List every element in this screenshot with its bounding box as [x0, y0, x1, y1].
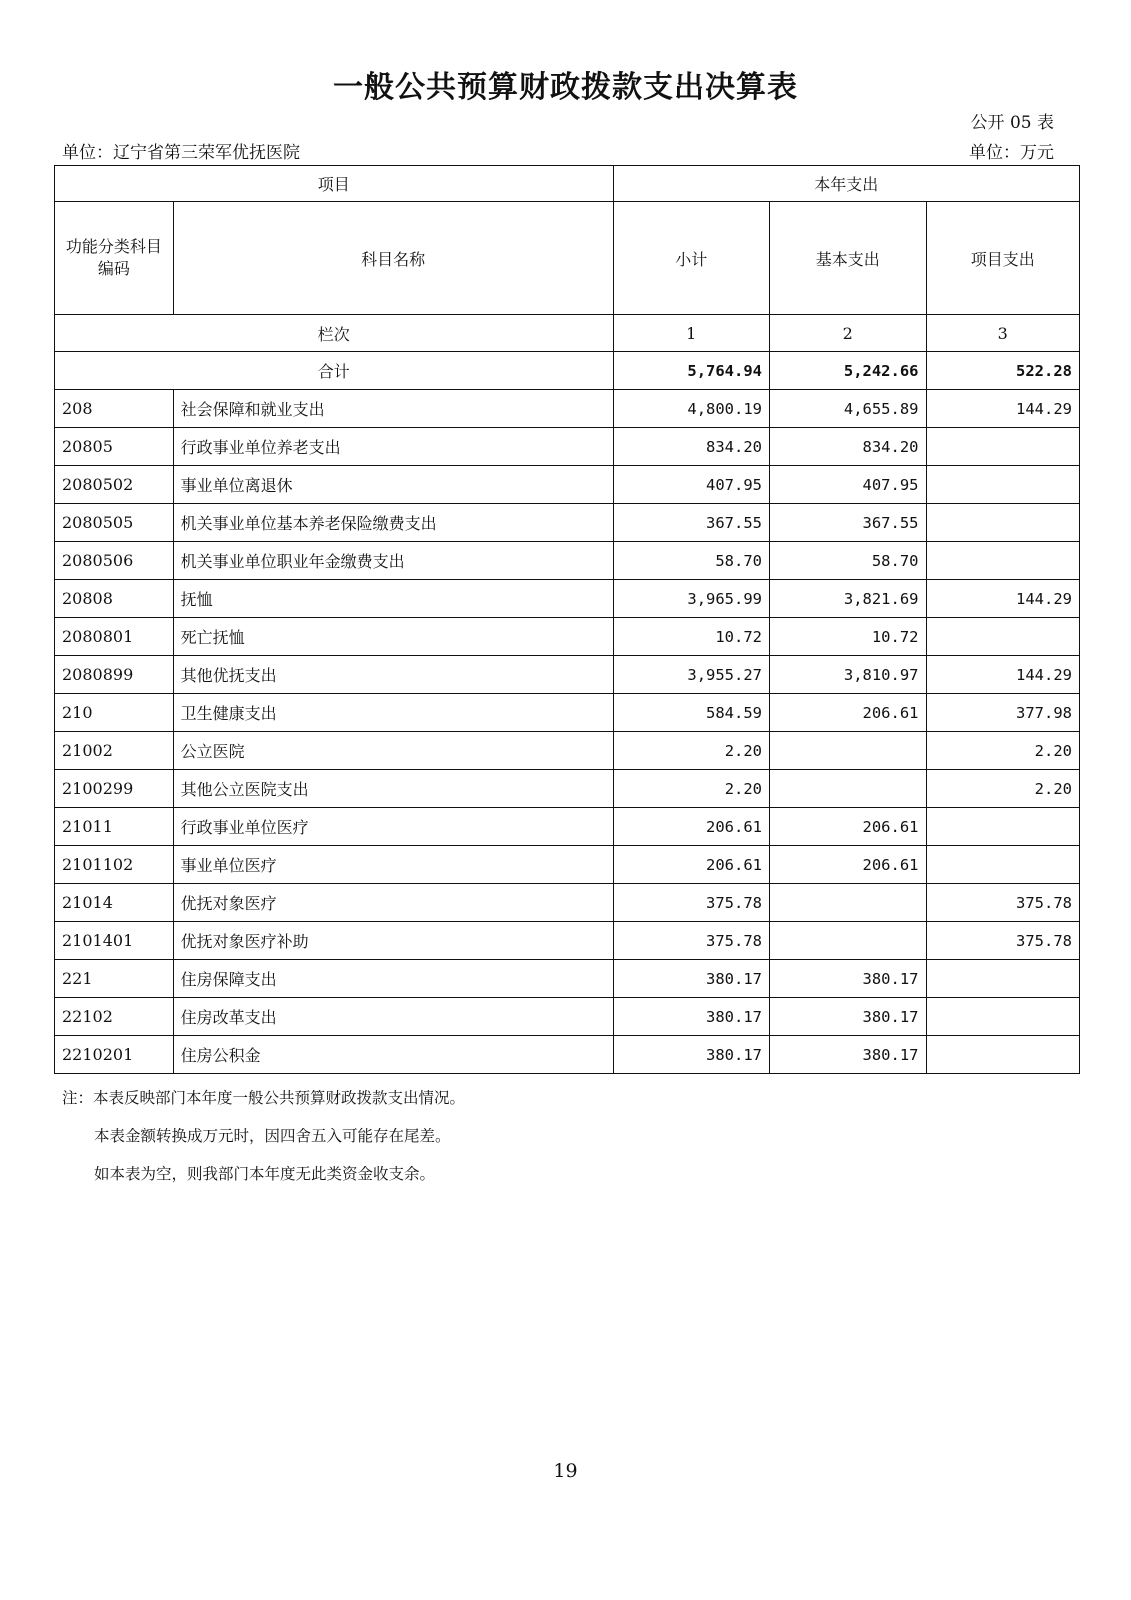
table-row: [55, 960, 1080, 998]
note-line: 如本表为空，则我部门本年度无此类资金收支余。: [94, 1165, 436, 1183]
header-row-1: [55, 166, 1080, 202]
row-name: 行政事业单位医疗: [173, 808, 613, 846]
row-project: [926, 846, 1079, 884]
row-code: 2080899: [55, 656, 174, 694]
table-row: [55, 580, 1080, 618]
header-basic: 基本支出: [770, 202, 927, 315]
table-row: [55, 770, 1080, 808]
table-row: [55, 694, 1080, 732]
row-project: 2.20: [926, 770, 1079, 808]
row-subtotal: 4,800.19: [613, 390, 770, 428]
unit-currency: 单位：万元: [969, 143, 1054, 163]
row-project: 144.29: [926, 580, 1079, 618]
row-basic: 206.61: [770, 694, 927, 732]
row-project: 375.78: [926, 922, 1079, 960]
row-project: [926, 960, 1079, 998]
row-name: 住房公积金: [173, 1036, 613, 1074]
row-basic: 3,821.69: [770, 580, 927, 618]
total-subtotal: 5,764.94: [613, 352, 770, 390]
row-name: 死亡抚恤: [173, 618, 613, 656]
row-project: [926, 542, 1079, 580]
table-row: [55, 846, 1080, 884]
header-code: 功能分类科目编码: [55, 202, 174, 315]
row-name: 抚恤: [173, 580, 613, 618]
row-subtotal: 375.78: [613, 922, 770, 960]
row-name: 事业单位医疗: [173, 846, 613, 884]
unit-organization: 单位：辽宁省第三荣军优抚医院: [62, 143, 300, 163]
row-code: 22102: [55, 998, 174, 1036]
header-row-2: [55, 202, 1080, 315]
row-project: [926, 504, 1079, 542]
row-subtotal: 380.17: [613, 1036, 770, 1074]
row-project: [926, 998, 1079, 1036]
row-name: 优抚对象医疗补助: [173, 922, 613, 960]
row-basic: 3,810.97: [770, 656, 927, 694]
row-subtotal: 3,955.27: [613, 656, 770, 694]
row-code: 221: [55, 960, 174, 998]
row-basic: 407.95: [770, 466, 927, 504]
row-subtotal: 10.72: [613, 618, 770, 656]
row-subtotal: 380.17: [613, 998, 770, 1036]
row-basic: [770, 922, 927, 960]
page-title: 一般公共预算财政拨款支出决算表: [333, 70, 798, 105]
row-project: 144.29: [926, 656, 1079, 694]
column-index-row: [55, 315, 1080, 352]
row-subtotal: 3,965.99: [613, 580, 770, 618]
row-code: 2101102: [55, 846, 174, 884]
row-basic: 206.61: [770, 808, 927, 846]
row-subtotal: 834.20: [613, 428, 770, 466]
row-name: 住房保障支出: [173, 960, 613, 998]
table-row: [55, 542, 1080, 580]
row-code: 20805: [55, 428, 174, 466]
row-basic: 10.72: [770, 618, 927, 656]
row-code: 21002: [55, 732, 174, 770]
table-row: [55, 732, 1080, 770]
row-name: 事业单位离退休: [173, 466, 613, 504]
row-subtotal: 584.59: [613, 694, 770, 732]
row-code: 2100299: [55, 770, 174, 808]
note-line: 注：本表反映部门本年度一般公共预算财政拨款支出情况。: [62, 1089, 466, 1107]
total-project: 522.28: [926, 352, 1079, 390]
page-number: 19: [553, 1460, 578, 1482]
row-basic: 58.70: [770, 542, 927, 580]
row-name: 机关事业单位基本养老保险缴费支出: [173, 504, 613, 542]
row-basic: 380.17: [770, 1036, 927, 1074]
note-line: 本表金额转换成万元时，因四舍五入可能存在尾差。: [94, 1127, 451, 1145]
row-project: [926, 808, 1079, 846]
table-row: [55, 884, 1080, 922]
row-code: 2210201: [55, 1036, 174, 1074]
row-name: 其他公立医院支出: [173, 770, 613, 808]
row-subtotal: 375.78: [613, 884, 770, 922]
row-project: 2.20: [926, 732, 1079, 770]
row-subtotal: 367.55: [613, 504, 770, 542]
row-subtotal: 206.61: [613, 846, 770, 884]
row-code: 2101401: [55, 922, 174, 960]
row-subtotal: 58.70: [613, 542, 770, 580]
row-name: 社会保障和就业支出: [173, 390, 613, 428]
row-project: [926, 1036, 1079, 1074]
row-name: 公立医院: [173, 732, 613, 770]
header-subtotal: 小计: [613, 202, 770, 315]
row-project: 375.78: [926, 884, 1079, 922]
row-basic: [770, 884, 927, 922]
row-basic: 380.17: [770, 998, 927, 1036]
row-subtotal: 407.95: [613, 466, 770, 504]
notes: [62, 1088, 465, 1202]
row-subtotal: 206.61: [613, 808, 770, 846]
column-index-1: 1: [613, 315, 770, 352]
total-basic: 5,242.66: [770, 352, 927, 390]
header-name: 科目名称: [173, 202, 613, 315]
table-row: [55, 466, 1080, 504]
row-project: [926, 428, 1079, 466]
row-name: 机关事业单位职业年金缴费支出: [173, 542, 613, 580]
column-index-3: 3: [926, 315, 1079, 352]
row-code: 208: [55, 390, 174, 428]
row-subtotal: 380.17: [613, 960, 770, 998]
form-number: 公开 05 表: [970, 113, 1054, 133]
row-basic: 380.17: [770, 960, 927, 998]
table-row: [55, 998, 1080, 1036]
header-project: 项目: [55, 166, 614, 202]
row-code: 21011: [55, 808, 174, 846]
row-project: 377.98: [926, 694, 1079, 732]
header-this-year: 本年支出: [613, 166, 1079, 202]
table-row: [55, 808, 1080, 846]
header-project-exp: 项目支出: [926, 202, 1079, 315]
row-project: [926, 466, 1079, 504]
row-project: [926, 618, 1079, 656]
row-name: 其他优抚支出: [173, 656, 613, 694]
row-name: 住房改革支出: [173, 998, 613, 1036]
table-row: [55, 504, 1080, 542]
total-row: [55, 352, 1080, 390]
expenditure-table: [54, 165, 1080, 1074]
row-basic: 4,655.89: [770, 390, 927, 428]
row-code: 2080505: [55, 504, 174, 542]
row-basic: [770, 732, 927, 770]
column-index-2: 2: [770, 315, 927, 352]
table-row: [55, 1036, 1080, 1074]
row-code: 20808: [55, 580, 174, 618]
row-code: 21014: [55, 884, 174, 922]
table-row: [55, 390, 1080, 428]
row-name: 行政事业单位养老支出: [173, 428, 613, 466]
table-row: [55, 618, 1080, 656]
table-row: [55, 428, 1080, 466]
row-code: 210: [55, 694, 174, 732]
row-project: 144.29: [926, 390, 1079, 428]
table-row: [55, 922, 1080, 960]
row-basic: 206.61: [770, 846, 927, 884]
row-name: 优抚对象医疗: [173, 884, 613, 922]
row-name: 卫生健康支出: [173, 694, 613, 732]
row-basic: 834.20: [770, 428, 927, 466]
row-basic: [770, 770, 927, 808]
row-code: 2080502: [55, 466, 174, 504]
row-code: 2080506: [55, 542, 174, 580]
total-label: 合计: [55, 352, 614, 390]
row-code: 2080801: [55, 618, 174, 656]
row-subtotal: 2.20: [613, 732, 770, 770]
row-subtotal: 2.20: [613, 770, 770, 808]
table-row: [55, 656, 1080, 694]
column-index-label: 栏次: [55, 315, 614, 352]
row-basic: 367.55: [770, 504, 927, 542]
